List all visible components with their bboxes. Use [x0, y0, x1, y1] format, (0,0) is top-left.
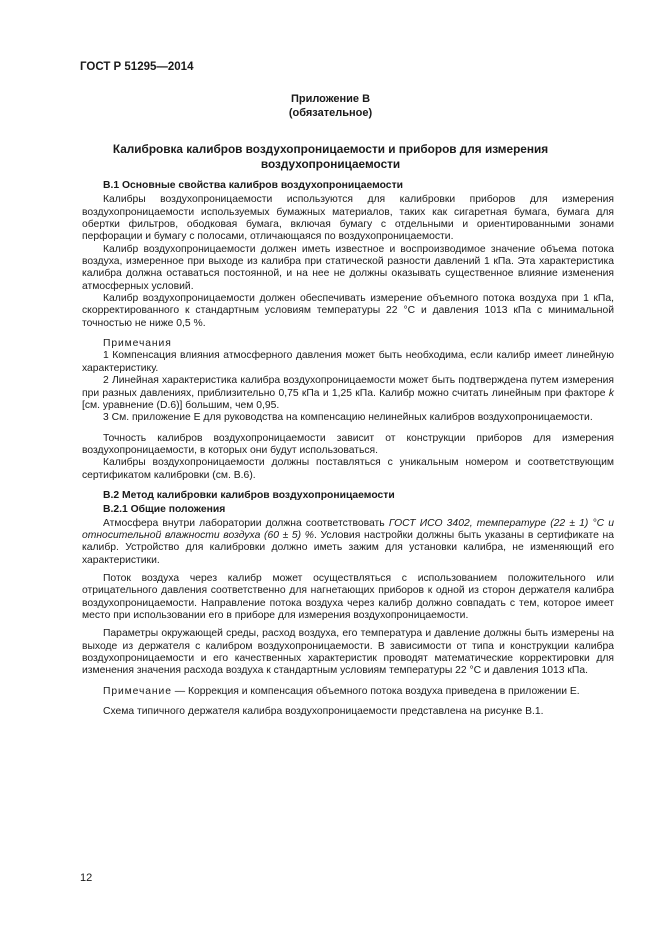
- paragraph: Калибры воздухопроницаемости используются для калибровки приборов для измерения воздухопроницаемости используемых бумажных материалов, таких как сигаретная бумага, бумага для обертки фильтров, ободковая бумага, включая бумагу с отдельными и ориентированными зонами перфорации и бумагу с полосами, отличающаяся по воздухопроницаемости.: [82, 194, 614, 243]
- section-heading-b2: В.2 Метод калибровки калибров воздухопроницаемости: [103, 489, 395, 501]
- notes-heading: Примечания: [103, 338, 172, 350]
- note-item: 2 Линейная характеристика калибра воздухопроницаемости может быть подтверждена путем измерения при разных давлениях, приблизительно 0,75 кПа и 1,25 кПа. Калибр можно считать линейным при факторе k [см. уравнение (D.6)] большим, чем 0,95.: [82, 375, 614, 411]
- main-title-line2: воздухопроницаемости: [260, 157, 401, 171]
- paragraph: Схема типичного держателя калибра воздухопроницаемости представлена на рисунке В.1.: [103, 706, 544, 718]
- paragraph: Калибр воздухопроницаемости должен обеспечивать измерение объемного потока воздуха при 1 кПа, скорректированного к стандартным условиям температуры 22 °С и давления 1013 кПа с минимальной точностью не ниже 0,5 %.: [82, 293, 614, 329]
- document-body: [82, 180, 614, 718]
- page-number: 12: [80, 872, 93, 884]
- paragraph: Калибры воздухопроницаемости должны поставляться с уникальным номером и соответствующим сертификатом калибровки (см. В.6).: [82, 457, 614, 481]
- paragraph: Точность калибров воздухопроницаемости зависит от конструкции приборов для измерения воздухопроницаемости, в которых они будут использоваться.: [82, 432, 614, 456]
- main-title: [105, 142, 556, 172]
- paragraph: Калибр воздухопроницаемости должен иметь известное и воспроизводимое значение объема потока воздуха, измеренное при выходе из калибра при статической разности давлений 1 кПа. Эта характеристика калибра должна оставаться постоянной, и на нее не должны оказывать существенное влияние изменения атмосферных условий.: [82, 243, 614, 292]
- appendix-title: Приложение В: [290, 93, 371, 105]
- paragraph: Поток воздуха через калибр может осуществляться с использованием положительного или отрицательного давления соответственно для нагнетающих приборов к одной из сторон держателя калибра воздухопроницаемости. Направление потока воздуха через калибр должно совпадать с тем, которое имеет место при использовании его в приборе для измерения воздухопроницаемости.: [82, 572, 614, 621]
- paragraph: Атмосфера внутри лаборатории должна соответствовать ГОСТ ИСО 3402, температуре (22 ± 1) °С и относительной влажности воздуха (60 ± 5) %. Условия настройки должны быть указаны в сертификате на калибр. Устройство для калибровки должно иметь зажим для установки калибра, не изменяющий его характеристики.: [82, 517, 615, 566]
- note-item: 1 Компенсация влияния атмосферного давления может быть необходима, если калибр имеет линейную характеристику.: [82, 350, 614, 374]
- section-heading-b1: В.1 Основные свойства калибров воздухопроницаемости: [103, 180, 403, 191]
- note-item: 3 См. приложение Е для руководства на компенсацию нелинейных калибров воздухопроницаемости.: [103, 412, 593, 424]
- note-item: Примечание — Коррекция и компенсация объемного потока воздуха приведена в приложении Е.: [103, 685, 580, 697]
- paragraph: Параметры окружающей среды, расход воздуха, его температура и давление должны быть измерены на выходе из держателя с калибром воздухопроницаемости. В зависимости от типа и конструкции калибра воздухопроницаемости и его качественных характеристик проводят математические корректировки для изменения значения расхода воздуха к стандартным условиям температуры 22 °С и давления 1013 кПа.: [82, 628, 614, 677]
- main-title-line1: Калибровка калибров воздухопроницаемости и приборов для измерения: [112, 142, 549, 156]
- subsection-heading-b21: В.2.1 Общие положения: [103, 504, 226, 516]
- document-id: ГОСТ Р 51295—2014: [80, 61, 194, 73]
- appendix-status: (обязательное): [288, 107, 373, 119]
- appendix-heading: [80, 92, 581, 120]
